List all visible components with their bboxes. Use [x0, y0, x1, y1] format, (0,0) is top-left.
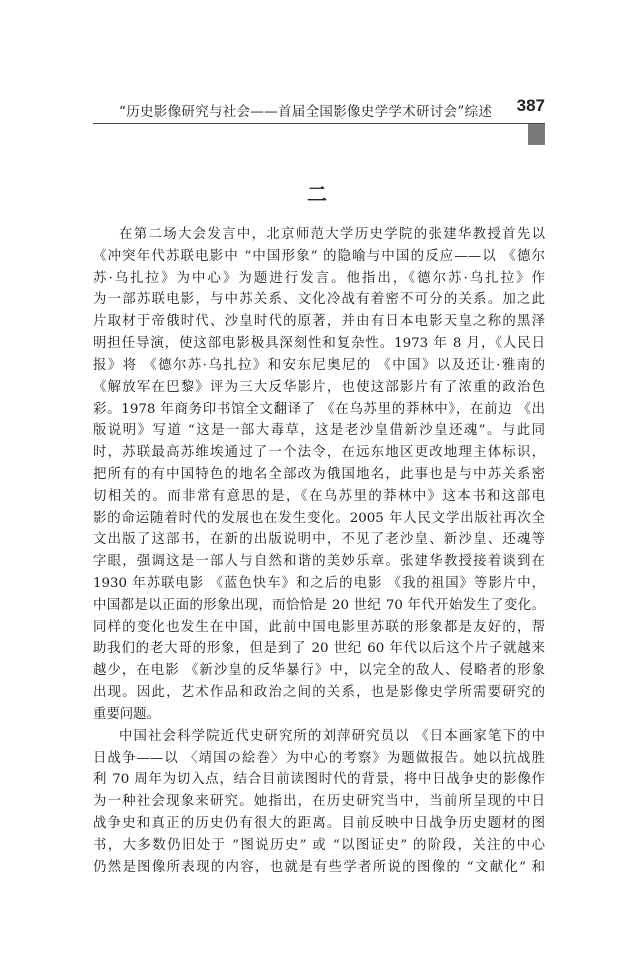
- text-line: 片取材于帝俄时代、沙皇时代的原著，并由有日本电影天皇之称的黑泽: [93, 314, 545, 330]
- text-line: 版说明》写道 “这是一部大毒草，这是老沙皇借新沙皇还魂”。与此同: [93, 423, 545, 439]
- text-line: 中国社会科学院近代史研究所的刘萍研究员以 《日本画家笔下的中: [119, 728, 545, 744]
- text-line: 同样的变化也发生在中国，此前中国电影里苏联的形象都是友好的，帮: [93, 619, 545, 635]
- section-heading: 二: [307, 182, 327, 206]
- text-line: 战争史和真正的历史仍有很大的距离。目前反映中日战争历史题材的图: [93, 815, 545, 831]
- text-line: 助我们的老大哥的形象，但是到了 20 世纪 60 年代以后这个片子就越来: [93, 641, 545, 657]
- header-divider: [93, 123, 545, 124]
- text-line: 《冲突年代苏联电影中 “中国形象” 的隐喻与中国的反应——以 《德尔: [93, 248, 545, 264]
- text-line: 明担任导演，使这部电影极具深刻性和复杂性。1973 年 8 月，《人民日: [93, 336, 545, 352]
- page-number: 387: [516, 96, 545, 115]
- paragraph: [93, 726, 545, 879]
- text-line: 书，大多数仍旧处于 “图说历史” 或 “以图证史” 的阶段，关注的中心: [93, 837, 545, 853]
- text-line: 在第二场大会发言中，北京师范大学历史学院的张建华教授首先以: [119, 227, 545, 242]
- text-line: 仍然是图像所表现的内容，也就是有些学者所说的图像的 “文献化” 和: [93, 859, 545, 875]
- article-body: [93, 224, 545, 878]
- text-line: 影的命运随着时代的发展也在发生变化。2005 年人民文学出版社再次全: [93, 510, 545, 526]
- text-line: 重要问题。: [93, 706, 160, 722]
- text-line: 把所有的有中国特色的地名全部改为俄国地名，此事也是与中苏关系密: [93, 466, 545, 482]
- text-line: 越少，在电影 《新沙皇的反华暴行》中，以完全的敌人、侵略者的形象: [93, 663, 545, 679]
- text-line: 切相关的。而非常有意思的是，《在乌苏里的莽林中》这本书和这部电: [93, 488, 545, 504]
- text-line: 文出版了这部书，在新的出版说明中，不见了老沙皇、新沙皇、还魂等: [93, 532, 545, 548]
- text-line: 彩。1978 年商务印书馆全文翻译了 《在乌苏里的莽林中》，在前边 《出: [93, 401, 545, 417]
- text-line: 苏·乌扎拉》为中心》为题进行发言。他指出，《德尔苏·乌扎拉》作: [93, 270, 545, 286]
- paragraph: [93, 224, 545, 726]
- text-line: 1930 年苏联电影 《蓝色快车》和之后的电影 《我的祖国》等影片中，: [93, 576, 545, 591]
- running-header-title: “历史影像研究与社会——首届全国影像史学学术研讨会”综述: [119, 104, 493, 120]
- text-line: 为一部苏联电影，与中苏关系、文化冷战有着密不可分的关系。加之此: [93, 292, 545, 308]
- text-line: 日战争——以 〈靖国の絵巻〉为中心的考察》为题做报告。她以抗战胜: [93, 750, 545, 766]
- running-header: [93, 96, 545, 124]
- text-line: 报》将 《德尔苏·乌扎拉》和安东尼奥尼的 《中国》以及还让·雅南的: [93, 357, 545, 373]
- text-line: 出现。因此，艺术作品和政治之间的关系，也是影像史学所需要研究的: [93, 685, 545, 701]
- text-line: 时，苏联最高苏维埃通过了一个法令，在远东地区更改地理主体标识，: [93, 445, 545, 461]
- text-line: 为一种社会现象来研究。她指出，在历史研究当中，当前所呈现的中日: [93, 794, 545, 810]
- text-line: 利 70 周年为切入点，结合目前读图时代的背景，将中日战争史的影像作: [93, 772, 545, 788]
- text-line: 中国都是以正面的形象出现，而恰恰是 20 世纪 70 年代开始发生了变化。: [93, 597, 545, 613]
- text-line: 《解放军在巴黎》评为三大反华影片，也使这部影片有了浓重的政治色: [93, 379, 545, 395]
- header-tab-marker: [528, 124, 545, 145]
- text-line: 字眼，强调这是一部人与自然和谐的美妙乐章。张建华教授接着谈到在: [93, 554, 545, 570]
